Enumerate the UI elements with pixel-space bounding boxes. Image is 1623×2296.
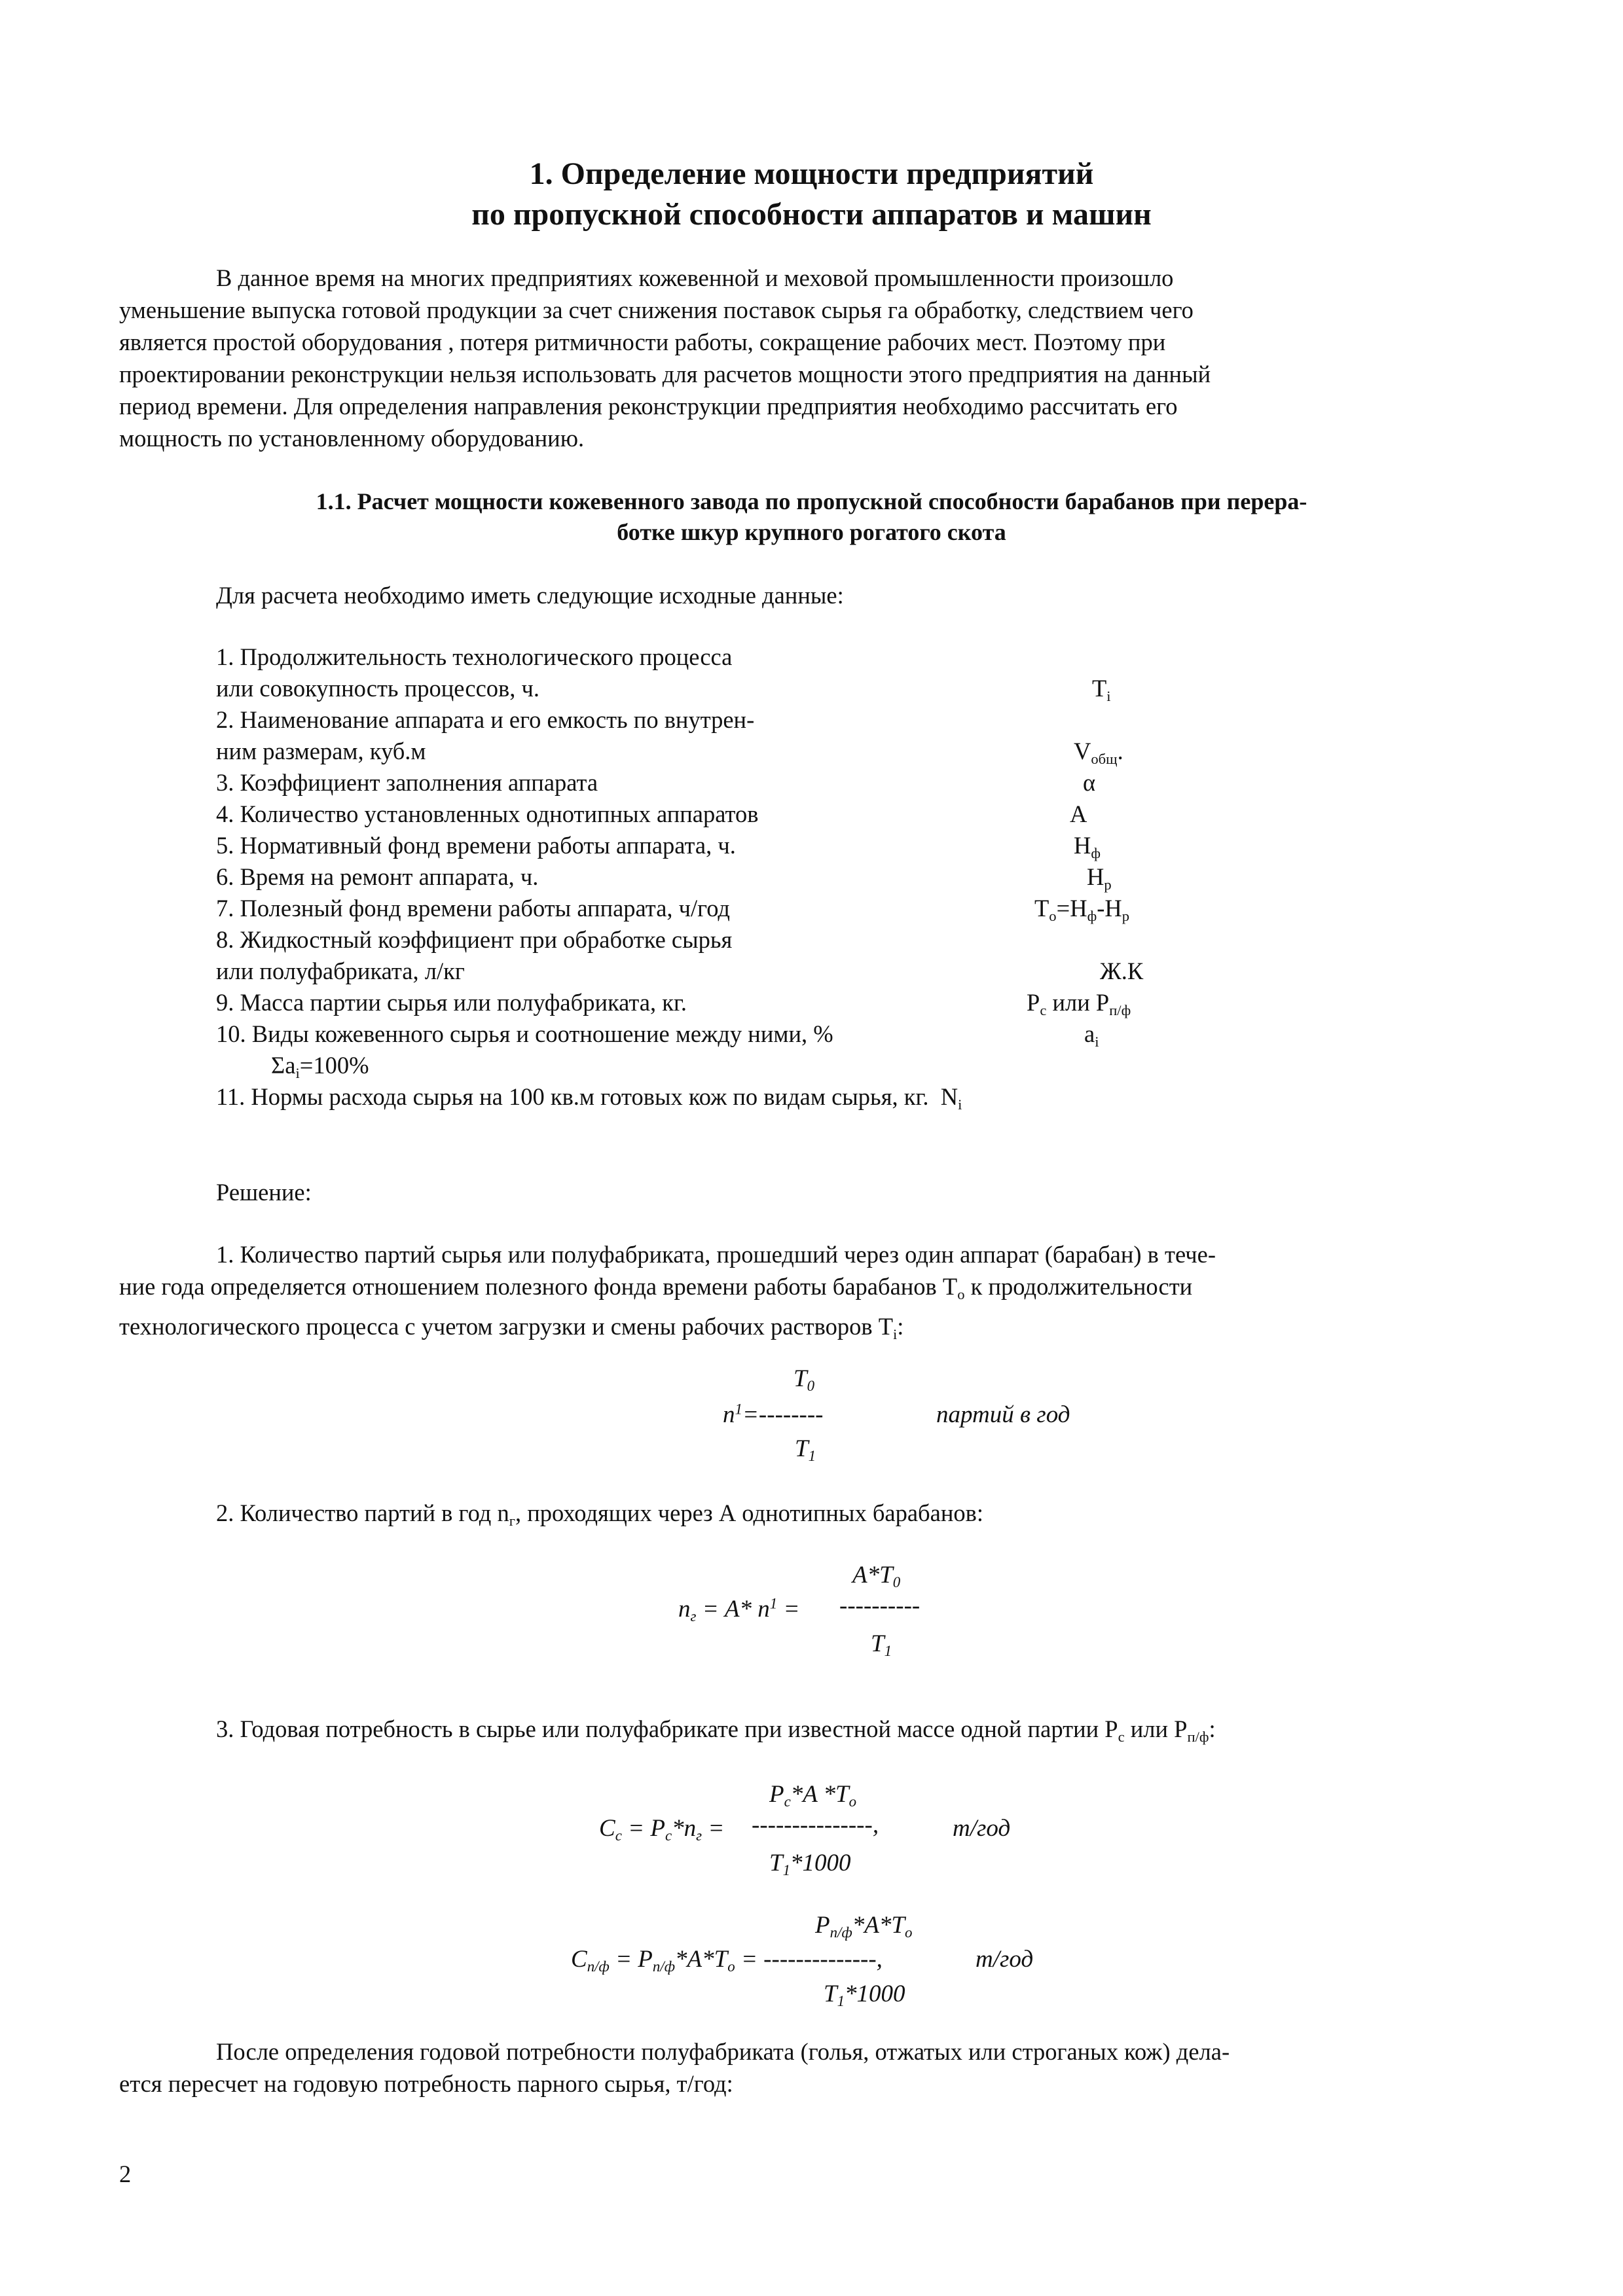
formula4-lhs: $C_{п/ф} = P_{п/ф}*A*T_o$ = --------------, <box>571 1946 883 1975</box>
intro-line: мощность по установленному оборудованию. <box>119 425 585 452</box>
formula4-numerator: $P_{п/ф}*A*T_o$ <box>815 1912 913 1941</box>
formula2-numerator: $A*T_0$ <box>852 1562 901 1590</box>
closing-line: ется пересчет на годовую потребность парного сырья, т/год: <box>119 2070 733 2097</box>
data-intro: Для расчета необходимо иметь следующие исходные данные: <box>216 582 844 609</box>
step1-line: ние года определяется отношением полезного фонда времени работы барабанов $Т_о$ к продолжительности <box>119 1273 1193 1302</box>
list-item: 2. Наименование аппарата и его емкость по внутрен- <box>216 706 755 733</box>
symbol: А <box>1070 800 1087 827</box>
list-item: 1. Продолжительность технологического процесса <box>216 643 733 670</box>
symbol: $Т_о=Н_ф-Н_р$ <box>1034 895 1130 924</box>
formula2-denominator: $T_1$ <box>871 1630 892 1659</box>
intro-paragraph <box>119 262 1406 454</box>
formula3-denominator: $T_1*1000$ <box>769 1850 851 1878</box>
list-item: 3. Коэффициент заполнения аппарата <box>216 769 598 796</box>
list-item: 9. Масса партии сырья или полуфабриката, кг. <box>216 989 687 1016</box>
page-number: 2 <box>119 2161 132 2187</box>
list-item: 11. Нормы расхода сырья на 100 кв.м готовых кож по видам сырья, кг. $N_i$ <box>216 1083 962 1113</box>
formula2-lhs: $n_г = A*$ $n^1$ = <box>678 1595 800 1624</box>
list-item: 7. Полезный фонд времени работы аппарата, ч/год <box>216 895 730 922</box>
closing-line: После определения годовой потребности полуфабриката (голья, отжатых или строганых кож) дела- <box>216 2038 1230 2065</box>
step1-paragraph <box>119 1238 1406 1350</box>
intro-line: период времени. Для определения направления реконструкции предприятия необходимо рассчитать его <box>119 393 1178 420</box>
symbol: $Н_ф$ <box>1074 832 1101 861</box>
list-item: 10. Виды кожевенного сырья и соотношение между ними, % <box>216 1020 833 1047</box>
symbol: α <box>1083 769 1096 796</box>
chapter-title-line1: 1. Определение мощности предприятий <box>529 156 1094 191</box>
intro-line: проектировании реконструкции нельзя использовать для расчетов мощности этого предприятия на данный <box>119 361 1211 387</box>
step1-line: технологического процесса с учетом загрузки и смены рабочих растворов $Т_i$: <box>119 1312 904 1342</box>
formula3-unit: т/год <box>953 1815 1011 1842</box>
symbol: $a_i$ <box>1084 1020 1099 1050</box>
symbol: Ж.К <box>1100 958 1144 984</box>
symbol: $Р_с$ или $Р_{п/ф}$ <box>1027 989 1131 1018</box>
formula1-lhs: $n^1=--------$ <box>723 1401 824 1428</box>
closing-paragraph <box>119 2036 1406 2100</box>
symbol: $Н_р$ <box>1087 863 1112 893</box>
section-title-line1: 1.1. Расчет мощности кожевенного завода по пропускной способности барабанов при перера- <box>316 488 1307 514</box>
formula3-lhs: $C_c = P_c*n_г$ = <box>599 1815 725 1844</box>
list-item: 4. Количество установленных однотипных аппаратов <box>216 800 759 827</box>
list-item: 5. Нормативный фонд времени работы аппарата, ч. <box>216 832 736 859</box>
formula3-dash: ---------------, <box>752 1812 879 1839</box>
formula1-unit: партий в год <box>936 1401 1070 1428</box>
step2-text: 2. Количество партий в год $n_г$, проходящих через А однотипных барабанов: <box>216 1499 983 1529</box>
step1-line: 1. Количество партий сырья или полуфабриката, прошедший через один аппарат (барабан) в тече- <box>216 1241 1216 1268</box>
formula1-denominator: $T_1$ <box>795 1435 816 1464</box>
list-item: или совокупность процессов, ч. <box>216 675 539 702</box>
formula1-numerator: $T_0$ <box>793 1365 815 1394</box>
list-item: 6. Время на ремонт аппарата, ч. <box>216 863 539 890</box>
symbol: $V_{общ}$. <box>1074 738 1123 767</box>
step3-text: 3. Годовая потребность в сырье или полуфабрикате при известной массе одной партии $Р_с$ или $Р_{п/ф}$: <box>216 1715 1216 1745</box>
intro-line: уменьшение выпуска готовой продукции за счет снижения поставок сырья га обработку, следствием чего <box>119 296 1194 323</box>
formula4-unit: т/год <box>976 1946 1034 1973</box>
intro-line: является простой оборудования , потеря ритмичности работы, сокращение рабочих мест. Поэтому при <box>119 329 1166 355</box>
intro-line: В данное время на многих предприятиях кожевенной и меховой промышленности произошло <box>216 264 1174 291</box>
list-item: $\Sigma a_i=100\%$ <box>271 1052 369 1081</box>
list-item: 8. Жидкостный коэффициент при обработке сырья <box>216 926 733 953</box>
formula2-dash: ---------- <box>839 1592 921 1619</box>
formula3-numerator: $P_c*A$ $*T_o$ <box>769 1781 857 1810</box>
list-item: ним размерам, куб.м <box>216 738 426 764</box>
formula4-denominator: $T_1*1000$ <box>824 1981 905 2009</box>
section-title-line2: ботке шкур крупного рогатого скота <box>617 519 1006 545</box>
symbol: $Т_i$ <box>1092 675 1111 704</box>
solution-label: Решение: <box>216 1179 312 1206</box>
chapter-title-line2: по пропускной способности аппаратов и машин <box>471 197 1152 232</box>
list-item: или полуфабриката, л/кг <box>216 958 465 984</box>
